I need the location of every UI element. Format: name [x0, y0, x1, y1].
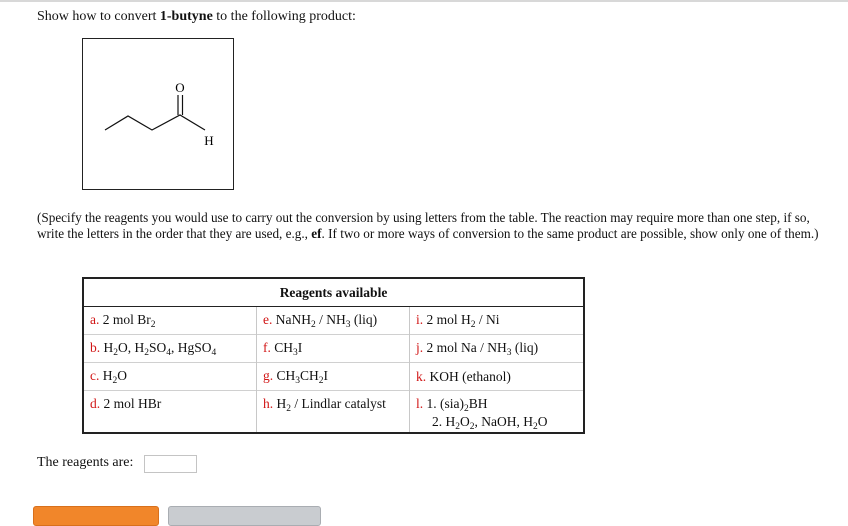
- reagent-f: f. $CH_3I$: [257, 335, 410, 363]
- reagent-h: h. $H_2$ / Lindlar catalyst: [257, 391, 410, 434]
- secondary-button[interactable]: [168, 506, 321, 526]
- top-divider: [0, 0, 848, 2]
- reagents-table: [82, 277, 585, 434]
- reagents-answer-input[interactable]: [144, 455, 197, 473]
- answer-label: The reagents are:: [37, 455, 134, 470]
- instructions-text: (Specify the reagents you would use to carry out the conversion by using letters from the table. The reaction may require more than one step, if so, write the letters in the order that they are used, e.g., ef. If two or more ways of conversion to the same product are possible, show only one of them.): [37, 210, 819, 241]
- reagent-d: d. 2 mol HBr: [83, 391, 257, 434]
- question-prompt: Show how to convert 1-butyne to the following product:: [37, 9, 356, 24]
- reagent-g: g. $CH_3CH_2I$: [257, 363, 410, 391]
- reagent-i: i. 2 mol $H_2$ / Ni: [416, 311, 500, 330]
- reagent-e: e. NaNH$_2$ / $NH_3$ (liq): [257, 307, 410, 335]
- table-header: Reagents available: [83, 278, 584, 307]
- reagent-l: l. 1. $(sia)_2BH$ 2. $H_2O_2$, NaOH, $H_2O$: [416, 396, 548, 432]
- reagent-k: k. KOH (ethanol): [416, 368, 511, 384]
- butanal-structure: [83, 39, 233, 189]
- hydrogen-label: H: [204, 133, 214, 148]
- reactant-name: 1-butyne: [159, 9, 213, 24]
- oxygen-label: O: [175, 80, 185, 95]
- reagent-j: j. 2 mol Na / $NH_3$ (liq): [416, 339, 539, 358]
- reagent-c: c. $H_2O$: [83, 363, 257, 391]
- product-structure-box: [82, 38, 234, 190]
- submit-button[interactable]: [33, 506, 159, 526]
- reagent-b: b. $H_2O$, $H_2SO_4$, HgSO$_4$: [83, 335, 257, 363]
- reagent-a: a. 2 mol $Br_2$: [83, 307, 257, 335]
